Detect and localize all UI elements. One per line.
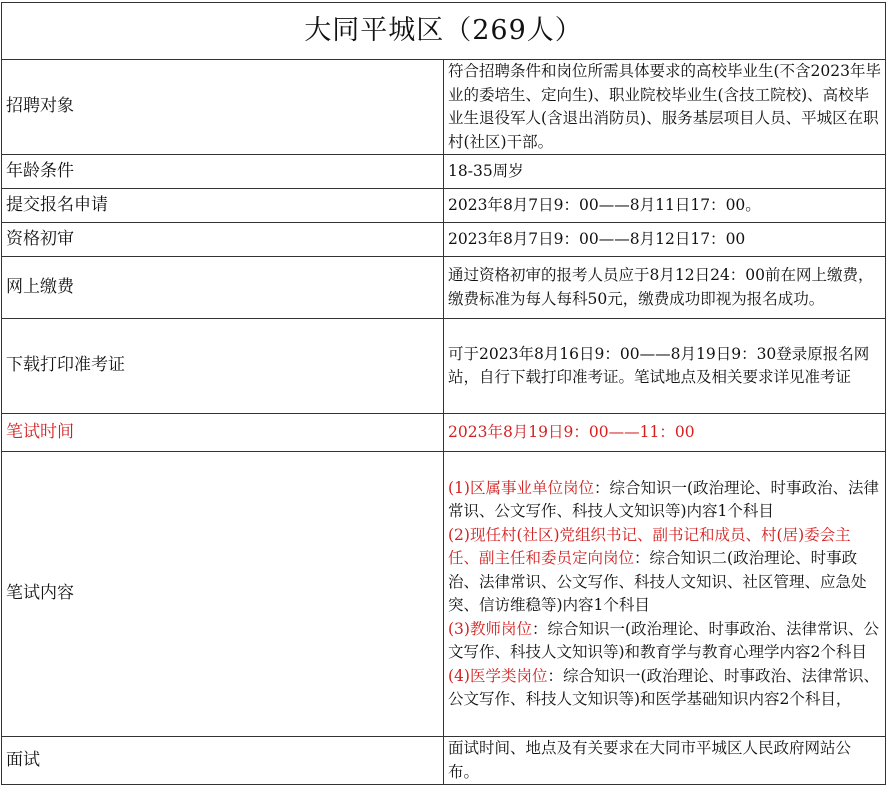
exam-content-item [448, 477, 881, 524]
label-admission-ticket: 下载打印准考证 [2, 319, 444, 414]
title-row [2, 3, 886, 60]
label-age: 年龄条件 [2, 155, 444, 189]
value-qualification-review: 2023年8月7日9：00——8月12日17：00 [444, 223, 886, 257]
label-recruitment-target: 招聘对象 [2, 60, 444, 155]
recruitment-info-table [1, 2, 886, 785]
exam-item-body: ：综合知识二(政治理论、时事政治、法律常识、公文写作、科技人文知识、社区管理、应急处突、信访维稳等)内容1个科目 [448, 549, 867, 614]
row-submit-application [2, 189, 886, 223]
label-online-payment: 网上缴费 [2, 257, 444, 319]
exam-item-body: ：综合知识一(政治理论、时事政治、法律常识、公文写作、科技人文知识等)内容1个科目 [448, 478, 880, 520]
value-exam-content [444, 452, 886, 737]
row-exam-content [2, 452, 886, 737]
value-recruitment-target: 符合招聘条件和岗位所需具体要求的高校毕业生(不含2023年毕业的委培生、定向生)、职业院校毕业生(含技工院校)、高校毕业生退役军人(含退出消防员)、服务基层项目人员、平城区在职村(社区)干部。 [444, 60, 886, 155]
row-exam-time [2, 414, 886, 452]
value-age: 18-35周岁 [444, 155, 886, 189]
value-submit-application: 2023年8月7日9：00——8月11日17：00。 [444, 189, 886, 223]
value-interview: 面试时间、地点及有关要求在大同市平城区人民政府网站公布。 [444, 737, 886, 785]
exam-item-body: ：综合知识一(政治理论、时事政治、法律常识、公文写作、科技人文知识等)和教育学与教育心理学内容2个科目 [448, 619, 880, 661]
row-interview [2, 737, 886, 785]
value-online-payment: 通过资格初审的报考人员应于8月12日24：00前在网上缴费，缴费标准为每人每科50元，缴费成功即视为报名成功。 [444, 257, 886, 319]
label-submit-application: 提交报名申请 [2, 189, 444, 223]
label-qualification-review: 资格初审 [2, 223, 444, 257]
exam-content-item [448, 524, 881, 618]
value-admission-ticket: 可于2023年8月16日9：00——8月19日9：30登录原报名网站，自行下载打印准考证。笔试地点及相关要求详见准考证 [444, 319, 886, 414]
label-exam-time: 笔试时间 [2, 414, 444, 452]
label-exam-content: 笔试内容 [2, 452, 444, 737]
exam-item-heading: (2)现任村(社区)党组织书记、副书记和成员、村(居)委会主任、副主任和委员定向岗位 [448, 525, 851, 567]
exam-item-heading: (1)区属事业单位岗位 [448, 478, 594, 497]
value-exam-time: 2023年8月19日9：00——11：00 [444, 414, 886, 452]
label-interview: 面试 [2, 737, 444, 785]
row-age [2, 155, 886, 189]
row-recruitment-target [2, 60, 886, 155]
exam-content-item [448, 665, 881, 712]
exam-item-body: ：综合知识一(政治理论、时事政治、法律常识、公文写作、科技人文知识等)和医学基础知识内容2个科目， [448, 666, 880, 708]
exam-item-heading: (4)医学类岗位 [448, 666, 548, 685]
table-title: 大同平城区（269人） [2, 3, 886, 60]
exam-content-item [448, 618, 881, 665]
row-qualification-review [2, 223, 886, 257]
row-online-payment [2, 257, 886, 319]
row-admission-ticket [2, 319, 886, 414]
exam-item-heading: (3)教师岗位 [448, 619, 532, 638]
